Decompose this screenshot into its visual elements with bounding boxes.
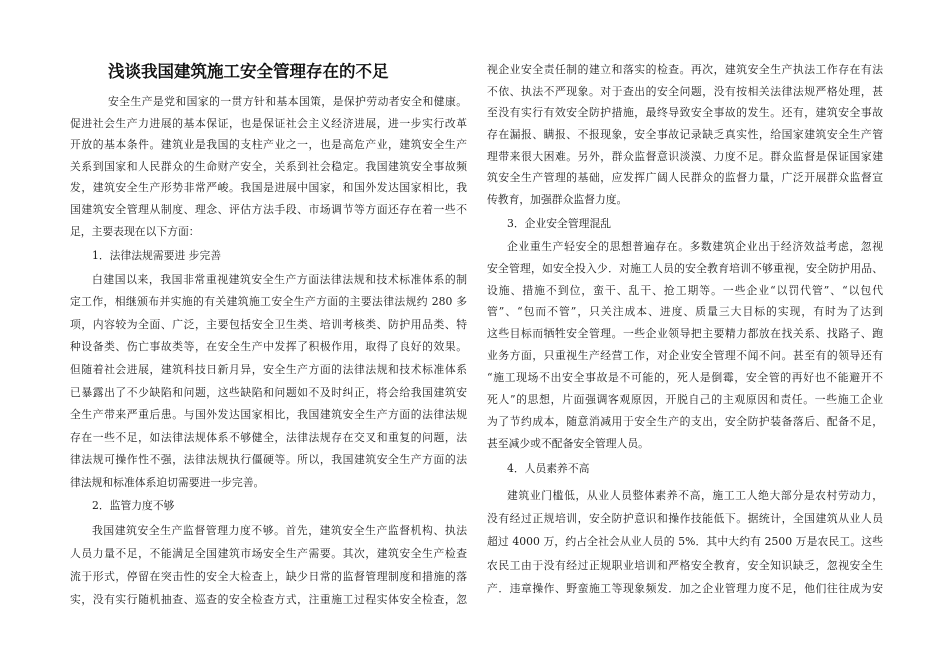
paragraph-line: 企业重生产轻安全的思想普遍存在。多数建筑企业出于经济效益考虑，忽视 (507, 239, 883, 253)
paragraph-line: 设施、措施不到位，蛮干、乱干、抢工期等。一些企业“以罚代管”、“以包代 (487, 283, 883, 297)
paragraph-line: 律法规和标准体系迫切需要进一步完善。 (70, 476, 265, 489)
paragraph-line: 已暴露出了不少缺陷和问题，这些缺陷和问题如不及时纠正，将会给我国建筑安 (70, 385, 467, 399)
section-intro (70, 91, 467, 242)
paragraph-line: 产．违章操作、野蛮施工等现象频发．加之企业管理力度不足，他们往往成为安 (487, 581, 883, 595)
section-3-body (487, 236, 883, 455)
paragraph-line: 我国建筑安全生产监督管理力度不够。首先，建筑安全生产监督机构、执法 (92, 523, 467, 537)
paragraph-line: 足，主要表现在以下方面： (70, 224, 200, 238)
left-column (70, 60, 467, 612)
section-heading-3: 3．企业安全管理混乱 (507, 216, 612, 230)
right-column (487, 59, 883, 600)
paragraph-line: 至没有实行有效安全防护措施，最终导致安全事故的发生。还有，建筑安全事故 (487, 106, 883, 120)
paragraph-line: 但随着社会进展，建筑科技日新月异，安全生产方面的法律法规和技术标准体系 (70, 363, 467, 377)
section-1-body (70, 269, 467, 495)
paragraph-line: 发，建筑安全生产形势非常严峻。我国是进展中国家，和国外发达国家相比，我 (70, 181, 467, 195)
paragraph-line: 流于形式，停留在突击性的安全大检查上，缺少日常的监督管理制度和措施的落 (70, 570, 467, 584)
paragraph-line: 全生产带来严重后患。与国外发达国家相比，我国建筑安全生产方面的法律法规 (70, 408, 467, 422)
paragraph-line: 开放的基本条件。建筑业是我国的支柱产业之一，也是高危产业，建筑安全生产 (70, 138, 467, 152)
paragraph-line: 安全生产是党和国家的一贯方针和基本国策，是保护劳动者安全和健康。 (108, 95, 467, 108)
paragraph-line: 死人”的思想，片面强调客观原因，开脱自己的主观原因和责任。一些施工企业 (487, 393, 883, 407)
section-heading-2: 2．监管力度不够 (92, 498, 175, 512)
paragraph-line: 业务方面，只重视生产经营工作，对企业安全管理不闻不问。甚至有的领导还有 (487, 349, 883, 363)
document-title: 浅谈我国建筑施工安全管理存在的不足 (108, 62, 389, 81)
paragraph-line: 管”、“包而不管”，只关注成本、进度、质量三大目标的实现，有时为了达到 (487, 305, 883, 319)
paragraph-line: 白建国以来，我国非常重视建筑安全生产方面法律法规和技术标准体系的制 (92, 272, 467, 286)
paragraph-line: 实，没有实行随机抽查、巡查的安全检查方式，注重施工过程实体安全检查，忽 (70, 593, 467, 607)
paragraph-line: 为了节约成本，随意消减用于安全生产的支出，安全防护装备落后、配备不足， (487, 414, 883, 428)
section-heading-1: 1．法律法规需要进 步完善 (92, 248, 222, 262)
paragraph-line: 建筑业门槛低，从业人员整体素养不高，施工工人绝大部分是农村劳动力， (507, 488, 883, 502)
paragraph-line: 种设备类、伤亡事故类等，在安全生产中发挥了积极作用，取得了良好的效果。 (70, 340, 467, 354)
paragraph-line: 没有经过正规培训，安全防护意识和操作技能低下。据统计，全国建筑从业人员 (487, 512, 883, 526)
paragraph-line: 定工作，相继颁布并实施的有关建筑施工安全生产方面的主要法律法规约 280 多 (70, 295, 467, 309)
section-2-continued (487, 59, 883, 211)
paragraph-line: 关系到国家和人民群众的生命财产安全，关系到社会稳定。我国建筑安全事故频 (70, 159, 467, 173)
paragraph-line: 人员力量不足，不能满足全国建筑市场安全生产需要。其次，建筑安全生产检查 (70, 546, 467, 560)
paragraph-line: “施工现场不出安全事故是不可能的，死人是倒霉，安全管的再好也不能避开不 (487, 371, 883, 385)
paragraph-line: 理带来很大困难。另外，群众监督意识淡漠、力度不足。群众监督是保证国家建 (487, 149, 883, 163)
paragraph-line: 这些目标而牺牲安全管理。一些企业领导把主要精力都放在找关系、找路子、跑 (487, 327, 883, 341)
paragraph-line: 视企业安全责任制的建立和落实的检查。再次，建筑安全生产执法工作存在有法 (487, 63, 883, 76)
paragraph-line: 国建筑安全管理从制度、理念、评估方法手段、市场调节等方面还存在着一些不 (70, 202, 467, 216)
paragraph-line: 不依、执法不严现象。对于查出的安全问题，没有按相关法律法规严格处理，甚 (487, 84, 883, 98)
section-4-body (487, 484, 883, 600)
section-2-body (70, 519, 467, 612)
paragraph-line: 项，内容较为全面、广泛，主要包括安全卫生类、培训考核类、防护用品类、特 (70, 317, 467, 331)
paragraph-line: 促进社会生产力进展的基本保证，也是保证社会主义经济进展，进一步实行改革 (70, 116, 467, 130)
paragraph-line: 存在一些不足，如法律法规体系不够健全，法律法规存在交叉和重复的问题，法 (70, 430, 467, 444)
paragraph-line: 安全管理，如安全投入少．对施工人员的安全教育培训不够重视，安全防护用品、 (487, 261, 883, 275)
paragraph-line: 存在漏报、瞒报、不报现象，安全事故记录缺乏真实性，给国家建筑安全生产管 (487, 128, 883, 142)
paragraph-line: 传教育，加强群众监督力度。 (487, 193, 628, 207)
section-heading-4: 4．人员素养不高 (507, 461, 590, 475)
paragraph-line: 律法规可操作性不强，法律法规执行僵硬等。所以，我国建筑安全生产方面的法 (70, 453, 467, 467)
paragraph-line: 农民工由于没有经过正规职业培训和严格安全教育，安全知识缺乏，忽视安全生 (487, 558, 883, 572)
paragraph-line: 筑安全生产管理的基础，应发挥广阔人民群众的监督力量，广泛开展群众监督宣 (487, 171, 883, 185)
paragraph-line: 甚至减少或不配备安全管理人员。 (487, 436, 649, 450)
paragraph-line: 超过 4000 万，约占全社会从业人员的 5%．其中大约有 2500 万是农民工。这些 (487, 535, 883, 549)
